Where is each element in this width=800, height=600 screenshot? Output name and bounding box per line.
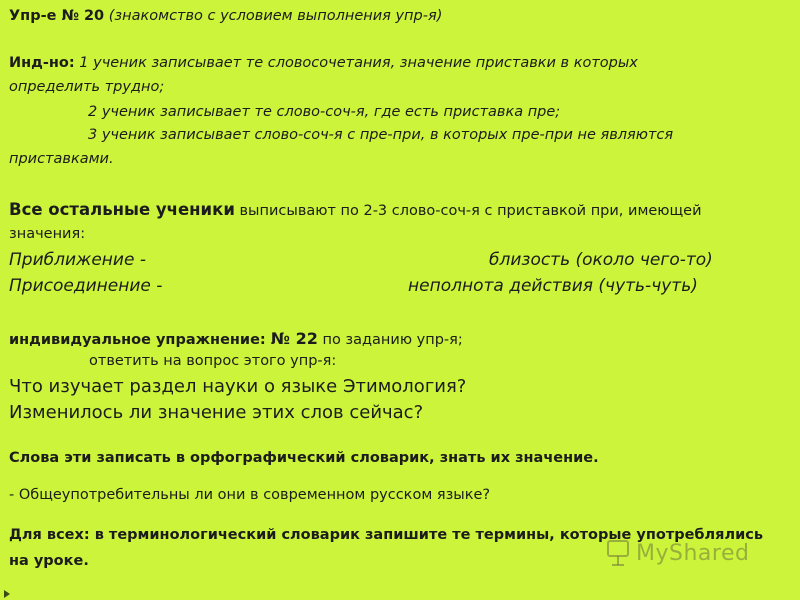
meaning-left-2: Присоединение - — [9, 276, 163, 296]
rest-students-bold: Все остальные ученики — [9, 200, 235, 219]
individual-text-2: 2 ученик записывает те слово-соч-я, где есть приставка пре; — [88, 104, 561, 120]
individual-text-3: 3 ученик записывает слово-соч-я с пре-при, в которых пре-при не являются — [88, 127, 674, 143]
individual-text-1: 1 ученик записывает те словосочетания, значение приставки в которых — [74, 55, 638, 71]
exercise-line — [9, 329, 463, 348]
for-all-line-2: на уроке. — [9, 553, 89, 569]
individual-text-3b: приставками. — [9, 151, 114, 167]
meaning-right-1: близость (около чего-то) — [489, 250, 713, 270]
meaning-right-2: неполнота действия (чуть-чуть) — [408, 276, 698, 296]
presentation-board-icon — [606, 539, 630, 567]
common-question: - Общеупотребительны ли они в современном русском языке? — [9, 487, 491, 503]
exercise-bold-1: индивидуальное упражнение: — [9, 332, 271, 348]
watermark-text: MyShared — [636, 540, 750, 566]
exercise-answer: ответить на вопрос этого упр-я: — [89, 353, 337, 369]
individual-line-1 — [9, 55, 638, 71]
individual-label: Инд-но: — [9, 55, 75, 71]
exercise-header — [9, 8, 442, 24]
exercise-note: (знакомство с условием выполнения упр-я) — [104, 8, 443, 24]
dictionary-instruction: Слова эти записать в орфографический словарик, знать их значение. — [9, 450, 599, 466]
meaning-left-1: Приближение - — [9, 250, 146, 270]
exercise-bold-2: № 22 — [270, 329, 318, 348]
rest-students-text-2: значения: — [9, 226, 86, 242]
question-1: Что изучает раздел науки о языке Этимология? — [9, 376, 467, 397]
watermark — [606, 536, 776, 570]
individual-text-1b: определить трудно; — [9, 79, 165, 95]
rest-students-line — [9, 200, 702, 219]
exercise-text: по заданию упр-я; — [317, 332, 463, 348]
question-2: Изменилось ли значение этих слов сейчас? — [9, 402, 424, 423]
for-all-line-1: Для всех: в терминологический словарик запишите те термины, которые употреблялись — [9, 527, 764, 543]
rest-students-text: выписывают по 2-3 слово-соч-я с приставкой при, имеющей — [234, 203, 702, 219]
exercise-number: Упр-е № 20 — [9, 8, 105, 24]
slide-nav-arrow-icon[interactable] — [4, 590, 10, 598]
